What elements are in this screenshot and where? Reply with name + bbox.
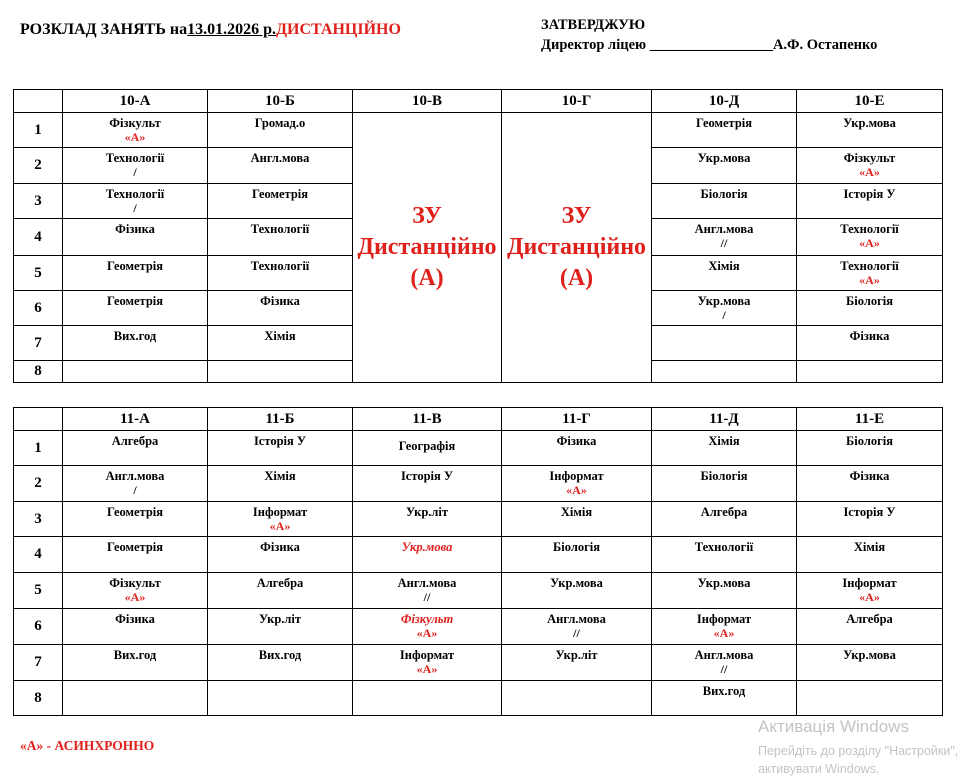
subject: Вих.год	[113, 329, 157, 343]
class-header: 10-Е	[797, 90, 943, 113]
windows-activation-watermark	[758, 716, 958, 778]
lesson-cell	[208, 573, 353, 609]
lesson-cell	[797, 256, 943, 291]
async-mark: «А»	[566, 483, 587, 497]
lesson-cell	[353, 537, 502, 573]
lesson-cell	[208, 148, 353, 184]
subject: Алгебра	[846, 612, 893, 626]
lesson-number: 3	[14, 184, 63, 219]
lesson-cell	[652, 184, 797, 219]
remote-merged-cell	[353, 113, 502, 383]
subject: Геометрія	[251, 187, 309, 201]
subject: Фізика	[556, 434, 597, 448]
lesson-cell	[208, 537, 353, 573]
lesson-cell	[63, 291, 208, 326]
lesson-row	[14, 645, 943, 681]
lesson-cell	[652, 361, 797, 383]
lesson-cell	[353, 431, 502, 466]
subject: Англ.мова	[547, 612, 606, 626]
subject: Укр.літ	[555, 648, 598, 662]
lesson-cell	[502, 573, 652, 609]
async-mark: «А»	[124, 130, 146, 144]
lesson-cell	[208, 113, 353, 148]
lesson-number: 5	[14, 573, 63, 609]
remote-line: ЗУ	[561, 203, 592, 229]
class-header: 11-Б	[208, 408, 353, 431]
subject	[797, 681, 942, 684]
group-mark: //	[423, 590, 431, 604]
lesson-cell	[502, 645, 652, 681]
class-header: 10-В	[353, 90, 502, 113]
lesson-cell	[208, 291, 353, 326]
subject: Технології	[105, 187, 165, 201]
lesson-number: 7	[14, 645, 63, 681]
subject: Хімія	[264, 469, 296, 483]
subject: Алгебра	[111, 434, 159, 448]
subject: Укр.мова	[843, 648, 896, 662]
header-row	[14, 90, 943, 113]
subject: Англ.мова	[105, 469, 165, 483]
subject: Хімія	[708, 434, 740, 448]
approval-block	[541, 15, 877, 55]
lesson-cell	[208, 361, 353, 383]
lesson-cell	[652, 609, 797, 645]
watermark-text: активувати Windows.	[758, 762, 880, 776]
lesson-cell	[797, 645, 943, 681]
subject: Громад.о	[254, 116, 306, 130]
remote-line: ЗУ	[412, 203, 442, 229]
subject: Біологія	[700, 469, 748, 483]
subject: Хімія	[560, 505, 593, 519]
subject: Хімія	[264, 329, 296, 343]
subject: Укр.літ	[258, 612, 302, 626]
corner-cell	[14, 408, 63, 431]
class-header: 10-А	[63, 90, 208, 113]
class-header: 11-Г	[502, 408, 652, 431]
remote-line: (А)	[410, 265, 444, 291]
subject: Інформат	[252, 505, 308, 519]
remote-line: Дистанційно	[357, 234, 497, 260]
lesson-cell	[63, 609, 208, 645]
async-mark: «А»	[859, 236, 880, 250]
lesson-cell	[652, 466, 797, 502]
lesson-cell	[502, 537, 652, 573]
schedule-mode: ДИСТАНЦІЙНО	[276, 21, 401, 38]
lesson-cell	[797, 291, 943, 326]
lesson-cell	[652, 256, 797, 291]
lesson-cell	[208, 502, 353, 537]
lesson-cell	[652, 291, 797, 326]
lesson-cell	[652, 681, 797, 716]
lesson-cell	[797, 502, 943, 537]
group-mark: //	[720, 662, 728, 676]
lesson-cell	[63, 681, 208, 716]
subject: Укр.мова	[697, 576, 751, 590]
subject	[208, 681, 352, 684]
lesson-cell	[797, 148, 943, 184]
subject: Вих.год	[113, 648, 157, 662]
subject: Інформат	[549, 469, 604, 483]
subject: Географія	[398, 439, 456, 453]
lesson-cell	[652, 502, 797, 537]
lesson-cell	[353, 573, 502, 609]
subject: Технології	[840, 222, 899, 236]
lesson-cell	[797, 431, 943, 466]
lesson-cell	[63, 184, 208, 219]
subject	[63, 361, 207, 364]
lesson-cell	[502, 466, 652, 502]
subject: Вих.год	[702, 684, 746, 698]
lesson-cell	[502, 681, 652, 716]
lesson-number: 8	[14, 361, 63, 383]
subject: Інформат	[399, 648, 455, 662]
lesson-cell	[208, 466, 353, 502]
group-mark: /	[133, 483, 137, 497]
lesson-cell	[797, 573, 943, 609]
lesson-cell	[652, 219, 797, 256]
subject: Геометрія	[106, 294, 164, 308]
lesson-cell	[63, 431, 208, 466]
lesson-cell	[797, 113, 943, 148]
lesson-cell	[208, 681, 353, 716]
remote-merged-cell	[502, 113, 652, 383]
subject: Англ.мова	[397, 576, 457, 590]
lesson-cell	[63, 256, 208, 291]
subject: Хімія	[708, 259, 740, 273]
lesson-row	[14, 502, 943, 537]
lesson-number: 2	[14, 466, 63, 502]
watermark-text: Перейдіть до розділу "Настройки",	[758, 744, 959, 758]
lesson-row	[14, 609, 943, 645]
class-header: 11-Е	[797, 408, 943, 431]
subject	[63, 681, 207, 684]
lesson-number: 1	[14, 113, 63, 148]
subject: Історія У	[253, 434, 307, 448]
subject: Вих.год	[258, 648, 302, 662]
lesson-cell	[652, 645, 797, 681]
lesson-cell	[652, 431, 797, 466]
lesson-cell	[797, 609, 943, 645]
lesson-cell	[353, 609, 502, 645]
subject: Фізика	[260, 540, 300, 554]
subject: Інформат	[696, 612, 752, 626]
lesson-cell	[208, 256, 353, 291]
lesson-cell	[353, 502, 502, 537]
lesson-number: 4	[14, 537, 63, 573]
subject	[502, 681, 651, 684]
lesson-cell	[652, 113, 797, 148]
approve-label: ЗАТВЕРДЖУЮ	[541, 17, 646, 33]
lesson-row	[14, 573, 943, 609]
subject	[652, 361, 796, 364]
lesson-cell	[652, 573, 797, 609]
subject: Укр.мова	[550, 576, 603, 590]
subject: Укр.мова	[697, 294, 751, 308]
lesson-cell	[63, 502, 208, 537]
subject: Біологія	[700, 187, 748, 201]
subject: Біологія	[553, 540, 600, 554]
subject	[208, 361, 352, 364]
group-mark: /	[133, 165, 137, 179]
subject: Фізика	[849, 469, 890, 483]
group-mark: //	[573, 626, 580, 640]
lesson-cell	[797, 466, 943, 502]
lesson-cell	[208, 645, 353, 681]
group-mark: /	[722, 308, 726, 322]
subject: Алгебра	[256, 576, 304, 590]
subject: Інформат	[842, 576, 897, 590]
lesson-cell	[797, 537, 943, 573]
lesson-row	[14, 466, 943, 502]
lesson-cell	[502, 431, 652, 466]
watermark-title: Активація Windows	[758, 717, 909, 736]
subject: Фізика	[115, 222, 155, 236]
lesson-row	[14, 113, 943, 148]
lesson-cell	[797, 361, 943, 383]
subject: Укр.мова	[697, 151, 751, 165]
lesson-cell	[797, 326, 943, 361]
subject: Біологія	[846, 434, 893, 448]
subject: Біологія	[846, 294, 893, 308]
lesson-number: 2	[14, 148, 63, 184]
subject: Хімія	[853, 540, 886, 554]
lesson-cell	[208, 609, 353, 645]
subject: Історія У	[400, 469, 454, 483]
lesson-cell	[502, 502, 652, 537]
lesson-cell	[63, 361, 208, 383]
lesson-row	[14, 681, 943, 716]
lesson-cell	[652, 326, 797, 361]
subject: Геометрія	[106, 540, 164, 554]
class-header: 11-В	[353, 408, 502, 431]
subject: Історія У	[843, 505, 896, 519]
lesson-cell	[63, 466, 208, 502]
async-mark: «А»	[859, 590, 880, 604]
async-mark: «А»	[269, 519, 291, 533]
subject	[353, 681, 501, 684]
lesson-cell	[353, 681, 502, 716]
subject: Фізкульт	[843, 151, 896, 165]
subject: Фізкульт	[109, 116, 161, 130]
subject: Укр.мова	[401, 540, 453, 554]
class-header: 10-Г	[502, 90, 652, 113]
subject: Фізика	[115, 612, 155, 626]
title-prefix: РОЗКЛАД ЗАНЯТЬ на	[20, 21, 188, 38]
async-mark: «А»	[416, 626, 438, 640]
schedule-title	[20, 21, 401, 39]
lesson-number: 4	[14, 219, 63, 256]
lesson-cell	[797, 681, 943, 716]
lesson-cell	[208, 184, 353, 219]
schedule-table-11	[13, 407, 943, 716]
async-mark: «А»	[859, 273, 880, 287]
remote-line: (А)	[559, 265, 594, 291]
subject	[652, 326, 796, 329]
lesson-cell	[63, 326, 208, 361]
lesson-cell	[797, 184, 943, 219]
legend-async: «А» - АСИНХРОННО	[20, 738, 155, 753]
subject: Укр.мова	[843, 116, 896, 130]
lesson-cell	[797, 219, 943, 256]
lesson-number: 6	[14, 609, 63, 645]
class-header: 11-Д	[652, 408, 797, 431]
async-mark: «А»	[713, 626, 735, 640]
lesson-cell	[63, 113, 208, 148]
lesson-row	[14, 537, 943, 573]
subject: Фізика	[849, 329, 890, 343]
async-mark: «А»	[124, 590, 146, 604]
subject: Технології	[250, 259, 310, 273]
subject: Геометрія	[106, 505, 164, 519]
subject: Технології	[250, 222, 310, 236]
lesson-cell	[63, 537, 208, 573]
class-header: 10-Б	[208, 90, 353, 113]
lesson-cell	[208, 219, 353, 256]
lesson-cell	[63, 645, 208, 681]
subject: Технології	[105, 151, 165, 165]
corner-cell	[14, 90, 63, 113]
group-mark: //	[720, 236, 728, 250]
schedule-table-10	[13, 89, 943, 383]
lesson-cell	[353, 466, 502, 502]
lesson-number: 1	[14, 431, 63, 466]
subject: Історія У	[843, 187, 896, 201]
subject: Англ.мова	[694, 222, 754, 236]
lesson-cell	[63, 219, 208, 256]
lesson-number: 8	[14, 681, 63, 716]
class-header: 10-Д	[652, 90, 797, 113]
subject: Технології	[694, 540, 754, 554]
lesson-cell	[353, 645, 502, 681]
lesson-row	[14, 431, 943, 466]
group-mark: /	[133, 201, 137, 215]
header-row	[14, 408, 943, 431]
lesson-cell	[208, 431, 353, 466]
class-header: 11-А	[63, 408, 208, 431]
subject: Геометрія	[695, 116, 753, 130]
subject: Укр.літ	[405, 505, 449, 519]
subject: Англ.мова	[694, 648, 754, 662]
lesson-cell	[652, 148, 797, 184]
lesson-cell	[208, 326, 353, 361]
subject: Геометрія	[106, 259, 164, 273]
lesson-cell	[652, 537, 797, 573]
subject	[797, 361, 942, 364]
lesson-number: 5	[14, 256, 63, 291]
async-mark: «А»	[859, 165, 880, 179]
lesson-number: 6	[14, 291, 63, 326]
lesson-number: 7	[14, 326, 63, 361]
remote-line: Дистанційно	[506, 234, 647, 260]
subject: Алгебра	[700, 505, 748, 519]
schedule-date: 13.01.2026 р.	[187, 21, 277, 38]
async-mark: «А»	[416, 662, 438, 676]
subject: Фізкульт	[400, 612, 454, 626]
director-line: Директор ліцею _________________А.Ф. Остапенко	[541, 37, 878, 53]
subject: Англ.мова	[250, 151, 310, 165]
subject: Фізика	[260, 294, 300, 308]
subject: Фізкульт	[109, 576, 161, 590]
lesson-cell	[63, 573, 208, 609]
subject: Технології	[840, 259, 899, 273]
lesson-cell	[63, 148, 208, 184]
lesson-number: 3	[14, 502, 63, 537]
lesson-cell	[502, 609, 652, 645]
